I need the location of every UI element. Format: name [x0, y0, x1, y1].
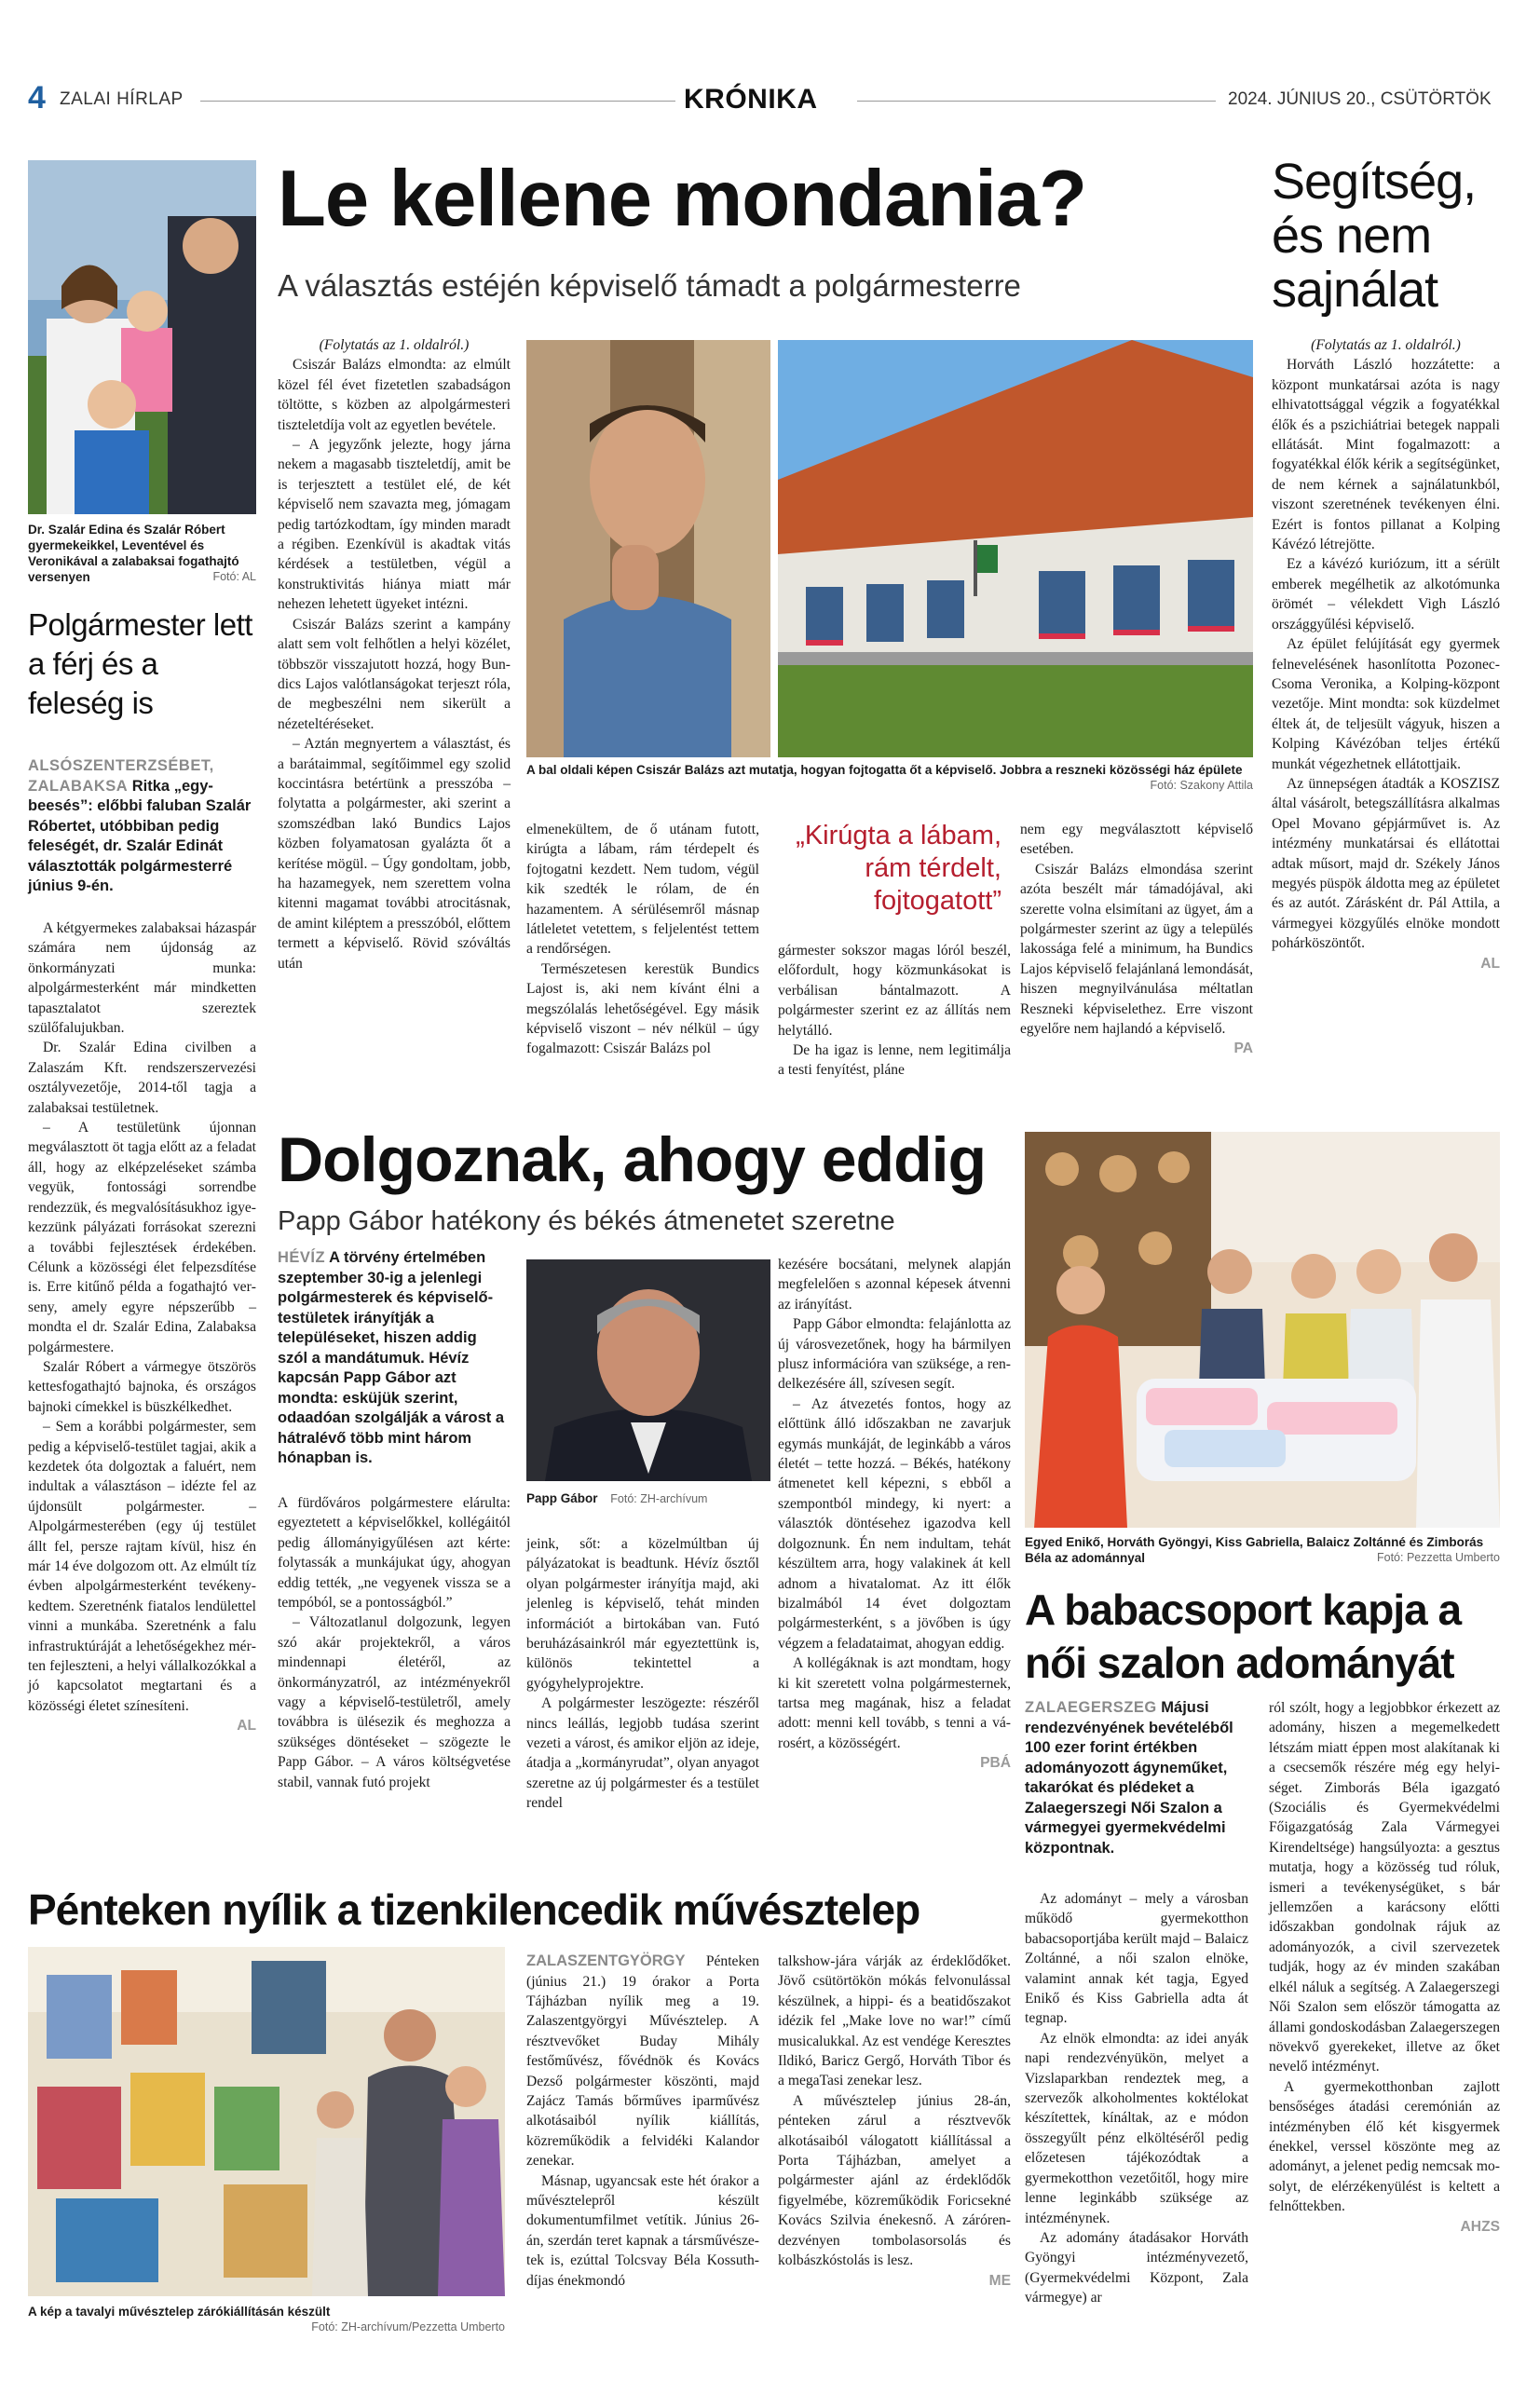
article-column-4 — [1020, 820, 1253, 1059]
paragraph: Szalár Róbert a vármegye ötszörös kettesfogathajtó bajnoka, és országos bajnoki címekkel is büszkélkedhet. — [28, 1358, 256, 1415]
article-title: Segítség, és nem sajnálat — [1272, 154, 1477, 318]
paragraph: Az épület felújítását egy gyermek felnevelésének hasonlította Pozonec-Csoma Veronika, a Kolping-központ vezetője. Mint mondta: sok küzdelmet éltek át, de teljesült vágyuk, hiszen a Kolping Kávézóban teljes értékű munkát végezhetnek ellátottjaik. — [1272, 636, 1500, 772]
caption-text: A kép a tavalyi művésztelep zárókiállításán készült — [28, 2305, 331, 2319]
dateline: ZALAEGERSZEG — [1025, 1699, 1157, 1716]
article-column-1 — [278, 1493, 511, 1792]
paragraph: Csiszár Balázs elmondta: az elmúlt közel fél évet fizetetlen szabadságon töltötte, s közben az alpolgármesteri tiszteletdíja volt az egyetlen bevétele. — [278, 357, 511, 433]
paragraph: – Aztán megnyertem a választást, és a barátaimmal, segítőimmel egy szolid koccintásra betértünk a presszóba – folytatta a polgármester, aki szerint a szomszédban lakó Bundics Lajos közben folyamatosan gyalázta őt a kerítése mögül. – Úgy gondoltam, jobb, ha hazamegyek, nem szerettem volna kitenni magamat további atrocitásnak, de amint kiléptem a presszóból, előttem termett a képviselő. Rövid szóváltás után — [278, 736, 511, 972]
article-body — [28, 918, 256, 1736]
paragraph: Ez a kávézó kuriózum, itt a sérült emberek megélhetik az alkotómunka örömét – vélekdett Vigh László országgyűlési képviselő. — [1272, 556, 1500, 633]
paragraph: – Változatlanul dolgozunk, legyen szó akár projektekről, a város mindennapi életéről, az önkormányzatról, az intézményekről vagy a képviselő-testületről, amely továbbra is ülésezik és meghozza a szükséges döntéseket – szögezte le Papp Gábor. – A város költségvetése stabil, vannak futó projekt — [278, 1614, 511, 1790]
article-title: Dolgoznak, ahogy eddig — [278, 1124, 987, 1195]
paragraph: Csiszár Balázs szerint a kampány alatt sem volt felhőtlen a helyi közélet, többször visszajutott hozzá, hogy Bundics Lajos valótlanságokat terjeszt róla, de megbeszélni nem sikerült a nézeteltéréseket. — [278, 616, 511, 732]
article-title: Pénteken nyílik a tizenkilencedik művésztelep — [28, 1885, 920, 1934]
lead-text: A törvény értelmében szeptember 30-ig a jelenlegi polgármesterek és képviselő-testületek irányítják a településeket, hiszen addig szól a mandátumuk. Hévíz kapcsán Papp Gábor azt mondta: esküjük szerint, odaadóan szolgálják a várost a hátralévő több mint három hónapban is. — [278, 1249, 505, 1466]
caption-text: Egyed Enikő, Horváth Gyöngyi, Kiss Gabriella, Balaicz Zoltánné és Zimborás Béla az adománnyal — [1025, 1535, 1484, 1565]
photo-credit: Fotó: Pezzetta Umberto — [1376, 1551, 1500, 1564]
photo-caption — [28, 2304, 505, 2335]
paragraph: Pénteken (június 21.) 19 órakor a Porta Tájházban nyílik meg a 19. Zalaszentgyörgyi Művésztelep. A résztvevőket Buday Mihály festőművész, fővédnök és Kovács Dezső polgármester köszönti, majd Zajácz Tamás bőrműves iparművész alkotásaiból nyílik kiállítás, közreműködik a felvidéki Kalandor zenekar. — [526, 1953, 759, 2170]
article-subtitle: Papp Gábor hatékony és békés átmenetet szeretne — [278, 1206, 895, 1236]
article-lead — [1025, 1698, 1248, 1858]
photo-credit: Fotó: AL — [212, 570, 256, 583]
author-signature: ME — [988, 2272, 1011, 2289]
caption-text: Dr. Szalár Edina és Szalár Róbert gyermekeikkel, Leventével és Veronikával a zalabaksai fogathajtó versenyen — [28, 523, 239, 584]
issue-date: 2024. JÚNIUS 20., CSÜTÖRTÖK — [1228, 89, 1492, 109]
paragraph: A polgármester leszögezte: részéről nincs leállás, legjobb tudása szerint vezeti a várost, és amikor eljön az ideje, átadja a „kormányrudat”, olyan anyagot szeretne az új polgármester és a testület rendel — [526, 1695, 759, 1812]
papp-gabor-photo — [526, 1259, 770, 1481]
article-column-2 — [526, 820, 759, 1059]
paragraph: – A testületünk újonnan megválasztott öt tagja előtt az a feladat áll, hogy az elképzeléseket számba vegyük, fontossági sorrendbe rendezzük, és megvalósításukhoz igyekezzünk pályázati forrásokat szerezni a további fejlesztések érdekében. Célunk a közösségi élet felpezsdítése is. Erre kitűnő példa a fogathajtó verseny, amely egyre népszerűbb – mondta el dr. Szalár Edina, Zalabaksa polgármestere. — [28, 1120, 256, 1355]
family-photo-caption — [28, 522, 256, 585]
article-body — [1272, 335, 1500, 973]
article-column-2 — [526, 1534, 759, 1814]
paper-name: ZALAI HÍRLAP — [60, 89, 184, 109]
article-column-1 — [526, 1952, 759, 2291]
dateline: ALSÓSZENTERZSÉBET, ZALABAKSA — [28, 757, 214, 795]
paragraph: Természetesen kerestük Bundics Lajost is, aki nem kívánt élni a megszólalás lehetőségével. Egy másik képviselő viszont – név nélkül – úgy fogalmazott: Csiszár Balázs pol — [526, 960, 759, 1057]
family-photo — [28, 160, 256, 514]
article-subtitle: A választás estéjén képviselő támadt a polgármesterre — [278, 268, 1021, 303]
paragraph: nem egy megválasztott képviselő esetében. — [1020, 822, 1253, 858]
page-number: 4 — [28, 80, 46, 116]
article-column-2 — [778, 1952, 1011, 2291]
paragraph: A fürdőváros polgármestere elárulta: egyeztetett a képviselőkkel, kollégáitól pedig állományigyűlésen azt kérte: folytassák a munkájukat úgy, ahogyan eddig tették, „ne vegyenek vissza se a tempóból, se a pontosságból.” — [278, 1495, 511, 1612]
dateline: ZALASZENTGYÖRGY — [526, 1952, 686, 1969]
paragraph: Az elnök elmondta: az idei anyák napi rendezvényükön, melyet a Vizslaparkban rendeztek meg, a szervezők alkoholmentes koktélokat készítettek, kínáltak, az e módon összegyűlt pénz elköltéséről pedig előzetesen tájékozódtak a gyermekotthon vezetőitől, hogy mire lenne leginkább szüksége az intézménynek. — [1025, 2030, 1248, 2226]
paragraph: – Az átvezetés fontos, hogy az előttünk álló időszakban ne zavarjuk egymás munkáját, de leginkább a város életét – tette hozzá. – Békés, hatékony átmenetet kell képezni, s ebből a szempontból mindegy, ki nyert: a választók döntésehez igazodva kell dolgoznunk. Én nem indultam, tehát készültem arra, hogy valakinek át kell adnom a hivatalomat. Az itt élők bizalmából 14 évet dolgoztam polgármesterként, s a jövőben is úgy végzem a feladataimat, ahogyan eddig. — [778, 1395, 1011, 1652]
paragraph: gármester sokszor magas lóról beszél, előfordult, hogy közmunkásokat is verbálisan bántalmazott. A polgármester szerint ez az állítás nem helytálló. — [778, 943, 1011, 1039]
paragraph: elmenekültem, de ő utánam futott, kirúgta a lábam, rám térdepelt és fojtogatni kezdett. Nem tudom, végül kik szedték le rólam, de én hazamentem. A sérülésemről másnap látleletet vetettem, s feljelentést tettem a rendőrségen. — [526, 822, 759, 958]
paragraph: kezésére bocsátani, melynek alapján megfelelően s azonnal képesek átvenni az irányítást. — [778, 1257, 1011, 1313]
paragraph: Papp Gábor elmondta: felajánlotta az új városvezetőnek, hogy ha bármilyen plusz információra van szüksége, a rendelkezésére áll, szívesen segít. — [778, 1316, 1011, 1393]
pull-quote: „Kirúgta a lábam, rám térdelt, fojtogatott” — [796, 821, 1001, 916]
paragraph: – Sem a korábbi polgármester, sem pedig a képviselő-testület tagjai, akik a kezdetek óta dolgoztak a faluért, nem indultak a választáson – idézte fel az újdonsült polgármester. – Alpolgármesterében (egy új testület állt fel, persze rajtam kívül, hisz én már 14 éve dolgozom ott. Az elmúlt tíz évben alpolgármesterként tevékenykedtem. Szeretnénk fiatalos lendülettel vinni a munkába. Szeretnénk a falu infrastruktúráját a lehetőségekhez mérten fejleszteni, a helyi vállalkozókkal a jó kapcsolatot megtartani és a közösségi életet színesíteni. — [28, 1419, 256, 1714]
donation-photo — [1025, 1132, 1500, 1528]
lead-text: Májusi rendezvényének bevételéből 100 ezer forint értékben adományozott ágyneműket, takarókat és plédeket a Zalaegerszegi Női Szalon a vármegyei gyermekvédelmi központnak. — [1025, 1699, 1233, 1857]
paragraph: Az adomány átadásakor Horváth Gyöngyi intézményvezető, (Gyermekvédelmi Központ, Zala vármegye) ar — [1025, 2229, 1248, 2306]
article-column-1 — [278, 335, 511, 973]
paragraph: – A jegyzőnk jelezte, hogy járna nekem a magasabb tiszteletdíj, amit be is terjesztett a testület elé, de két képviselő nem szavazta meg, jómagam pedig tartózkodtam, így minden maradt a régiben. Ezenkívül is akadtak vitás kérdések a testületben, végül a konstruktivitás hiánya miatt már nehezen lehetett ügyeket intézni. — [278, 437, 511, 613]
continuation-note: (Folytatás az 1. oldalról.) — [319, 337, 470, 353]
paragraph: A művésztelep június 28-án, pénteken zárul a résztvevők alkotásaiból válogatott kiállítással a Porta Tájházban, amelyet a polgármester ajánl az érdeklődők figyelmébe, közreműködik Foricsekné Kovács Szilvia énekesnő. A zárórendezvényen tombolasorsolás és kolbászkóstolás is lesz. — [778, 2092, 1011, 2269]
article-title: A babacsoport kapja a női szalon adományát — [1025, 1585, 1462, 1687]
caption-text: A bal oldali képen Csiszár Balázs azt mutatja, hogyan fojtogatta őt a képviselő. Jobbra a reszneki közösségi ház épülete — [526, 763, 1243, 777]
author-signature: AL — [237, 1718, 256, 1735]
paragraph: Csiszár Balázs elmondása szerint azóta beszélt már támadójával, aki szerette volna elsimítani az ügyet, ám a polgármester szerint az ügy a település lakossága felé a minimum, ha Bundics Lajos képviselő felajánlaná lemondását, hiszen megnyilvánulása méltatlan Reszneki képviselethez. Erre viszont egyelőre nem hajlandó a képviselő. — [1020, 861, 1253, 1038]
paragraph: A kétgyermekes zalabaksai házaspár számára nem újdonság az önkormányzati munka: alpolgármesterként már mindketten tapasztalatot szereztek szülőfalujukban. — [28, 920, 256, 1037]
article-column-3 — [778, 941, 1011, 1081]
paragraph: De ha igaz is lenne, nem legitimálja a testi fenyítést, pláne — [778, 1042, 1011, 1079]
article-lead — [28, 756, 256, 897]
community-house-photo — [778, 340, 1253, 757]
header-rule-left — [200, 101, 675, 102]
caption-text: Papp Gábor — [526, 1491, 598, 1505]
article-title: Le kellene mondania? — [278, 155, 1087, 243]
paragraph: talkshow-jára várják az érdeklődőket. Jövő csütörtökön mókás felvonulással készülnek, a hippi- és a beatidőszakot idézik fel „Make love no war!” című musicalukkal. Az est vendége Keresztes Ildikó, Baricz Gergő, Horváth Tibor és a megaTasi zenekar lesz. — [778, 1953, 1011, 2089]
paragraph: ról szólt, hogy a legjobbkor érkezett az adomány, hiszen a megemelkedett létszám miatt éppen most alakítanak ki a csecsemők részére még egy helyiséget. Zimborás Béla igazgató (Szociális és Gyermekvédelmi Főigazgatóság Zala Vármegyei Kirendeltsége) hangsúlyozta: a gesztus mutatja, hogy a közösség tud róluk, ismeri a tevékenységüket, s bár jellemzően a karácsony előtti időszakban gondolnak rájuk az adományozók, a civil szervezetek tudják, hogy az év minden szakában elkél náluk a segítség. A Zalaegerszegi Női Szalon sem először támogatta az állami gondoskodásban Zalaegerszegen növekvő gyerekeket, illetve az őket nevelő intézményt. — [1269, 1700, 1500, 2075]
photo-caption — [526, 762, 1253, 794]
author-signature: PBÁ — [980, 1755, 1011, 1772]
photo-credit: Fotó: Szakony Attila — [1150, 779, 1253, 792]
header-rule-right — [857, 101, 1216, 102]
dateline: HÉVÍZ — [278, 1249, 326, 1266]
article-column-1 — [1025, 1889, 1248, 2308]
paragraph: A kollégáknak is azt mondtam, hogy ki kit szeretett volna polgármesternek, tartsa meg magának, hisz a feladat adott: menni kell tovább, s tenni a városért, a közösségért. — [778, 1655, 1011, 1751]
paragraph: Az ünnepségen átadták a KOSZISZ által vásárolt, betegszállításra alkalmas Opel Movano gépjárművet is. Az intézmény munkatársai és ellátottai adtak műsort, majd dr. Székely János megyés püspök áldotta meg az épületet és az autót. Zárásként dr. Pál Attila, a vármegyei közgyűlés elnöke mondott pohárköszöntőt. — [1272, 775, 1500, 952]
paragraph: Dr. Szalár Edina civilben a Zalaszám Kft. rendszerszervezési osztályvezetője, 2014-től tagja a zalabaksai testületnek. — [28, 1040, 256, 1116]
page-header — [0, 0, 1526, 130]
article-column-3 — [778, 1255, 1011, 1774]
article-column-2 — [1269, 1698, 1500, 2237]
photo-caption — [526, 1490, 770, 1507]
paragraph: Másnap, ugyancsak este hét órakor a művésztelepről készült dokumentumfilmet vetítik. Június 26-án, szerdán teret kapnak a társművészetek is, ezúttal Tolcsvay Béla Kossuth-díjas énekmondó — [526, 2172, 759, 2289]
paragraph: jeink, sőt: a közelmúltban új pályázatokat is beadtunk. Hévíz ősztől olyan polgármester irányítja majd, aki jelenleg is képviselő, tehát minden információt a birtokában van. Futó beruházásainkról már egyeztettünk is, különös tekintettel a gyógyhelyprojektre. — [526, 1536, 759, 1692]
photo-credit: Fotó: ZH-archívum/Pezzetta Umberto — [311, 2320, 505, 2333]
photo-credit: Fotó: ZH-archívum — [610, 1492, 708, 1505]
paragraph: A gyermekotthonban zajlott bensőséges átadási ceremónián az intézményben élő két kisgyermek énekkel, verssel köszönte meg az adományt, a jelenet pedig nemcsak mosolyt, de elérzékenyülést is keltett a felnőttekben. — [1269, 2078, 1500, 2215]
article-lead — [278, 1248, 509, 1469]
paragraph: Horváth László hozzátette: a központ munkatársai azóta is nagy elhivatottsággal végzik a fogyatékkal élők és a pszichiátriai betegek nappali ellátását. Mint fogalmazott: a fogyatékkal élők kérik a segítségünket, de nem kérnek a sajnálatunkból, viszont szeretnének tevékenyen élni. Ezért is fontos pillanat a Kolping Kávézó létrejötte. — [1272, 357, 1500, 553]
section-name: KRÓNIKA — [684, 84, 818, 115]
author-signature: PA — [1233, 1041, 1253, 1057]
article-title: Polgármester lett a férj és a feleség is — [28, 607, 252, 720]
art-exhibition-photo — [28, 1947, 505, 2296]
continuation-note: (Folytatás az 1. oldalról.) — [1311, 337, 1461, 353]
author-signature: AHZS — [1460, 2218, 1500, 2235]
csiszar-photo — [526, 340, 770, 757]
paragraph: Az adományt – mely a városban működő gyermekotthon babacsoportjába került majd – Balaicz Zoltánné, a női szalon elnöke, valamint annak két tagja, Egyed Enikő és Kiss Gabriella adta át tegnap. — [1025, 1891, 1248, 2027]
author-signature: AL — [1480, 955, 1500, 972]
photo-caption — [1025, 1534, 1500, 1566]
lead-text: Ritka „egybeesés”: előbbi faluban Szalár Róbertet, utóbbiban pedig feleségét, dr. Szalár Edinát választották polgármesterré június 9-én. — [28, 777, 252, 894]
